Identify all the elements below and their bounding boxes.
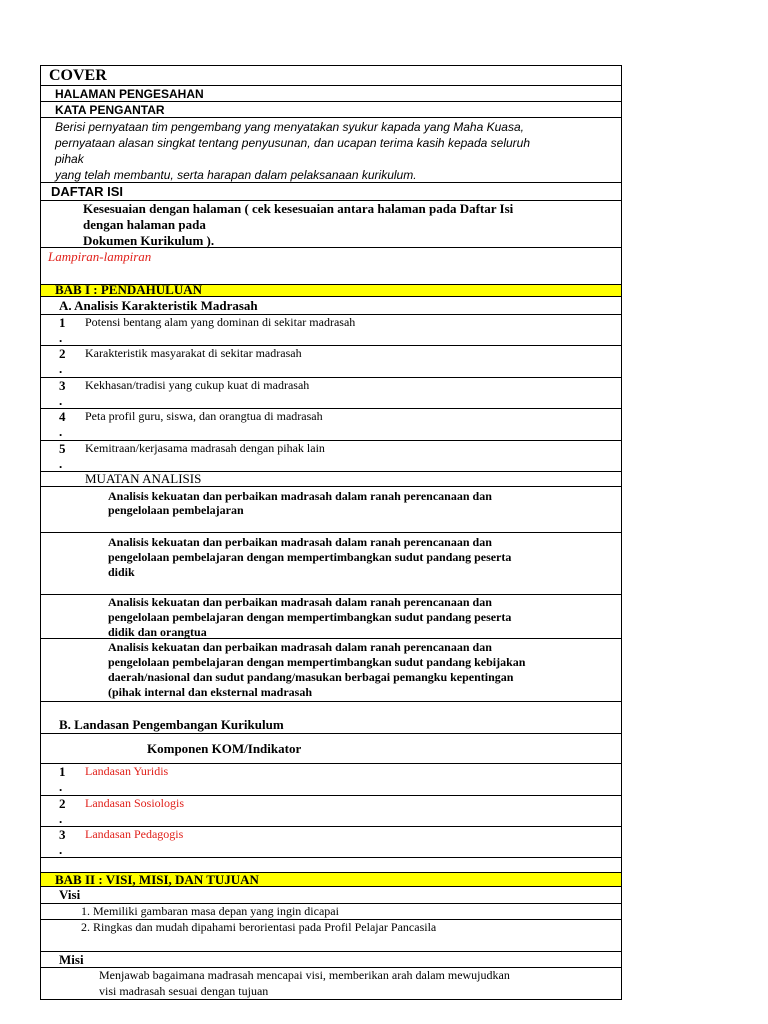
landasan-text: Landasan Yuridis — [85, 764, 169, 778]
landasan-dot: . — [59, 779, 63, 794]
muatan-line: pengelolaan pembelajaran dengan mempertimbangkan sudut pandang peserta — [108, 610, 512, 624]
item-number: 1 — [59, 315, 66, 330]
lampiran-label: Lampiran-lampiran — [48, 249, 152, 264]
muatan-line: (pihak internal dan eksternal madrasah — [108, 685, 313, 699]
analisis-item-row — [41, 409, 621, 441]
visi-label: Visi — [59, 887, 81, 902]
landasan-number: 2 — [59, 796, 66, 811]
muatan-item-row — [41, 487, 621, 533]
muatan-line: pengelolaan pembelajaran — [108, 503, 244, 517]
item-dot: . — [59, 330, 63, 345]
landasan-text: Landasan Sosiologis — [85, 796, 184, 810]
muatan-analisis-row — [41, 472, 621, 487]
kata-pengantar-title: KATA PENGANTAR — [55, 103, 165, 117]
visi-item-row — [41, 920, 621, 952]
misi-label: Misi — [59, 952, 84, 967]
visi-item: 1. Memiliki gambaran masa depan yang ingin dicapai — [81, 904, 339, 918]
muatan-line: Analisis kekuatan dan perbaikan madrasah dalam ranah perencanaan dan — [108, 640, 492, 654]
muatan-line: daerah/nasional dan sudut pandang/masukan berbagai pemangku kepentingan — [108, 670, 514, 684]
daftar-isi-title: DAFTAR ISI — [51, 184, 123, 199]
muatan-item-row — [41, 533, 621, 595]
daftar-isi-body-row — [41, 201, 621, 248]
komponen-title: Komponen KOM/Indikator — [147, 741, 302, 756]
muatan-line: pengelolaan pembelajaran dengan mempertimbangkan sudut pandang peserta — [108, 550, 512, 564]
misi-body-row — [41, 968, 621, 1001]
kata-pengantar-body-row — [41, 118, 621, 183]
analisis-item-row — [41, 315, 621, 346]
item-text: Kekhasan/tradisi yang cukup kuat di madrasah — [85, 378, 310, 392]
cover-title: COVER — [49, 67, 107, 84]
muatan-item-row — [41, 639, 621, 702]
landasan-number: 3 — [59, 827, 66, 842]
landasan-text: Landasan Pedagogis — [85, 827, 184, 841]
item-text: Kemitraan/kerjasama madrasah dengan pihak lain — [85, 441, 325, 455]
curriculum-document-table — [40, 65, 622, 1000]
section-b-title: B. Landasan Pengembangan Kurikulum — [59, 717, 284, 732]
misi-line: Menjawab bagaimana madrasah mencapai visi, memberikan arah dalam mewujudkan — [99, 968, 510, 982]
landasan-row — [41, 764, 621, 796]
visi-item: 2. Ringkas dan mudah dipahami berorientasi pada Profil Pelajar Pancasila — [81, 920, 437, 934]
analisis-item-row — [41, 346, 621, 378]
item-text: Karakteristik masyarakat di sekitar madrasah — [85, 346, 302, 360]
misi-label-row — [41, 952, 621, 968]
lampiran-row — [41, 248, 621, 285]
muatan-line: Analisis kekuatan dan perbaikan madrasah dalam ranah perencanaan dan — [108, 535, 492, 549]
daftar-isi-line: dengan halaman pada — [83, 217, 206, 232]
visi-item-row — [41, 904, 621, 920]
daftar-isi-line: Dokumen Kurikulum ). — [83, 233, 215, 248]
item-number: 4 — [59, 409, 66, 424]
bab2-header-row — [41, 873, 621, 887]
muatan-line: Analisis kekuatan dan perbaikan madrasah dalam ranah perencanaan dan — [108, 489, 492, 503]
muatan-line: didik — [108, 565, 135, 579]
muatan-line: pengelolaan pembelajaran dengan mempertimbangkan sudut pandang kebijakan — [108, 655, 526, 669]
item-number: 5 — [59, 441, 66, 456]
bab1-title: BAB I : PENDAHULUAN — [55, 282, 202, 297]
item-dot: . — [59, 393, 63, 408]
item-text: Potensi bentang alam yang dominan di sekitar madrasah — [85, 315, 356, 329]
landasan-row — [41, 796, 621, 827]
section-b-row — [41, 702, 621, 734]
item-dot: . — [59, 424, 63, 439]
landasan-dot: . — [59, 842, 63, 857]
misi-line: visi madrasah sesuai dengan tujuan — [99, 984, 269, 998]
kata-pengantar-line: pernyataan alasan singkat tentang penyusunan, dan ucapan terima kasih kepada seluruh — [55, 136, 531, 150]
halaman-pengesahan-title: HALAMAN PENGESAHAN — [55, 87, 204, 101]
item-dot: . — [59, 456, 63, 471]
blank-row — [41, 858, 621, 873]
analisis-item-row — [41, 378, 621, 409]
section-a-row — [41, 297, 621, 315]
item-number: 2 — [59, 346, 66, 361]
cover-row — [41, 66, 621, 86]
kata-pengantar-line: yang telah membantu, serta harapan dalam pelaksanaan kurikulum. — [55, 168, 417, 182]
landasan-dot: . — [59, 811, 63, 826]
landasan-number: 1 — [59, 764, 66, 779]
bab1-header-row — [41, 282, 621, 297]
item-text: Peta profil guru, siswa, dan orangtua di madrasah — [85, 409, 323, 423]
item-dot: . — [59, 361, 63, 376]
kata-pengantar-line: pihak — [55, 152, 84, 166]
landasan-row — [41, 827, 621, 858]
komponen-header-row — [41, 734, 621, 764]
analisis-item-row — [41, 441, 621, 472]
visi-label-row — [41, 887, 621, 904]
muatan-line: didik dan orangtua — [108, 625, 207, 639]
item-number: 3 — [59, 378, 66, 393]
daftar-isi-header-row — [41, 183, 621, 201]
muatan-item-row — [41, 595, 621, 639]
daftar-isi-line: Kesesuaian dengan halaman ( cek kesesuaian antara halaman pada Daftar Isi — [83, 201, 514, 216]
kata-pengantar-line: Berisi pernyataan tim pengembang yang menyatakan syukur kapada yang Maha Kuasa, — [55, 120, 524, 134]
muatan-analisis-label: MUATAN ANALISIS — [85, 471, 202, 486]
muatan-line: Analisis kekuatan dan perbaikan madrasah dalam ranah perencanaan dan — [108, 595, 492, 609]
kata-pengantar-header-row — [41, 102, 621, 118]
halaman-pengesahan-row — [41, 86, 621, 102]
section-a-title: A. Analisis Karakteristik Madrasah — [59, 298, 258, 313]
bab2-title: BAB II : VISI, MISI, DAN TUJUAN — [55, 872, 259, 887]
